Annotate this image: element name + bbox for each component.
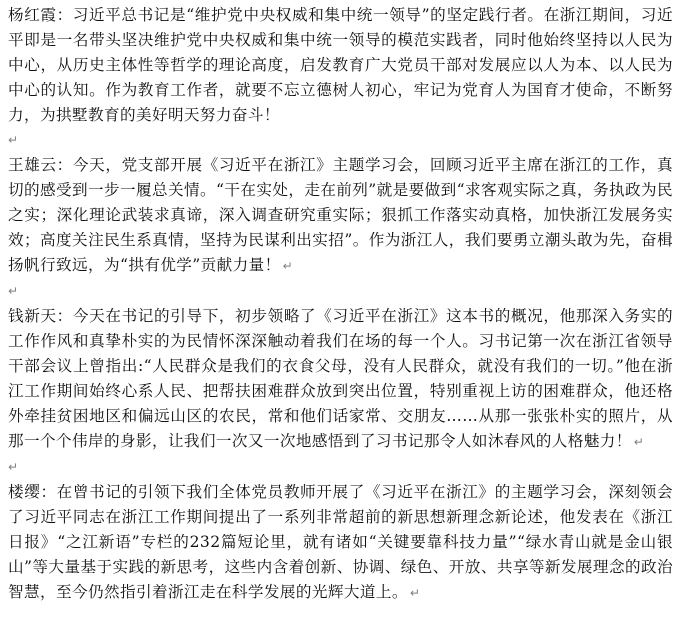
paragraph-mark: ↵ xyxy=(633,435,645,449)
paragraph-mark: ↵ xyxy=(8,460,19,474)
paragraph-text: 王雄云：今天，党支部开展《习近平在浙江》主题学习会，回顾习近平主席在浙江的工作，真切的感受到一步一履总关情。“干在实处，走在前列”就是要做到“求客观实际之真，务执政为民之实；深化理论武装求真谛，深入调查研究重实际；狠抓工作落实动真格，加快浙江发展务实效；高度关注民生系真情，坚持为民谋利出实招”。作为浙江人，我们要勇立潮头敢为先，奋楫扬帆行致远，为“拱有优学”贡献力量！ xyxy=(8,156,673,274)
paragraph-mark: ↵ xyxy=(282,259,294,273)
paragraph-yang-hongxia xyxy=(8,3,673,128)
paragraph-mark: ↵ xyxy=(409,586,421,600)
paragraph-text: 杨红霞：习近平总书记是“维护党中央权威和集中统一领导”的坚定践行者。在浙江期间，习近平即是一名带头坚决维护党中央权威和集中统一领导的模范实践者，同时他始终坚持以人民为中心，从历史主体性等哲学的理论高度，启发教育广大党员干部对发展应以人为本、以人民为中心的认知。作为教育工作者，就要不忘立德树人初心，牢记为党育人为国育才使命，不断努力，为拱墅教育的美好明天努力奋斗！ xyxy=(8,6,673,124)
paragraph-text: 钱新天：今天在书记的引导下，初步领略了《习近平在浙江》这本书的概况，他那深入务实的工作作风和真挚朴实的为民情怀深深触动着我们在场的每一个人。习书记第一次在浙江省领导干部会议上曾指出:“人民群众是我们的衣食父母，没有人民群众，就没有我们的一切。”他在浙江工作期间始终心系人民、把帮扶困难群众放到突出位置，特别重视上访的困难群众，他还格外牵挂贫困地区和偏远山区的农民，常和他们话家常、交朋友……从那一张张朴实的照片，从那一个个伟岸的身影，让我们一次又一次地感悟到了习书记那令人如沐春风的人格魅力！ xyxy=(8,307,673,450)
paragraph-wang-xiongyun xyxy=(8,153,673,279)
paragraph-lou-ying xyxy=(8,480,673,606)
paragraph-mark: ↵ xyxy=(8,284,19,298)
paragraph-qian-xintian xyxy=(8,304,673,455)
paragraph-text: 楼缨：在曾书记的引领下我们全体党员教师开展了《习近平在浙江》的主题学习会，深刻领会了习近平同志在浙江工作期间提出了一系列非常超前的新思想新理念新论述，他发表在《浙江日报》“之江新语”专栏的232篇短论里，就有诸如“关键要靠科技力量”“绿水青山就是金山银山”等大量基于实践的新思考，这些内含着创新、协调、绿色、开放、共享等新发展理念的政治智慧，至今仍然指引着浙江走在科学发展的光辉大道上。 xyxy=(8,483,673,601)
paragraph-mark: ↵ xyxy=(8,133,19,147)
